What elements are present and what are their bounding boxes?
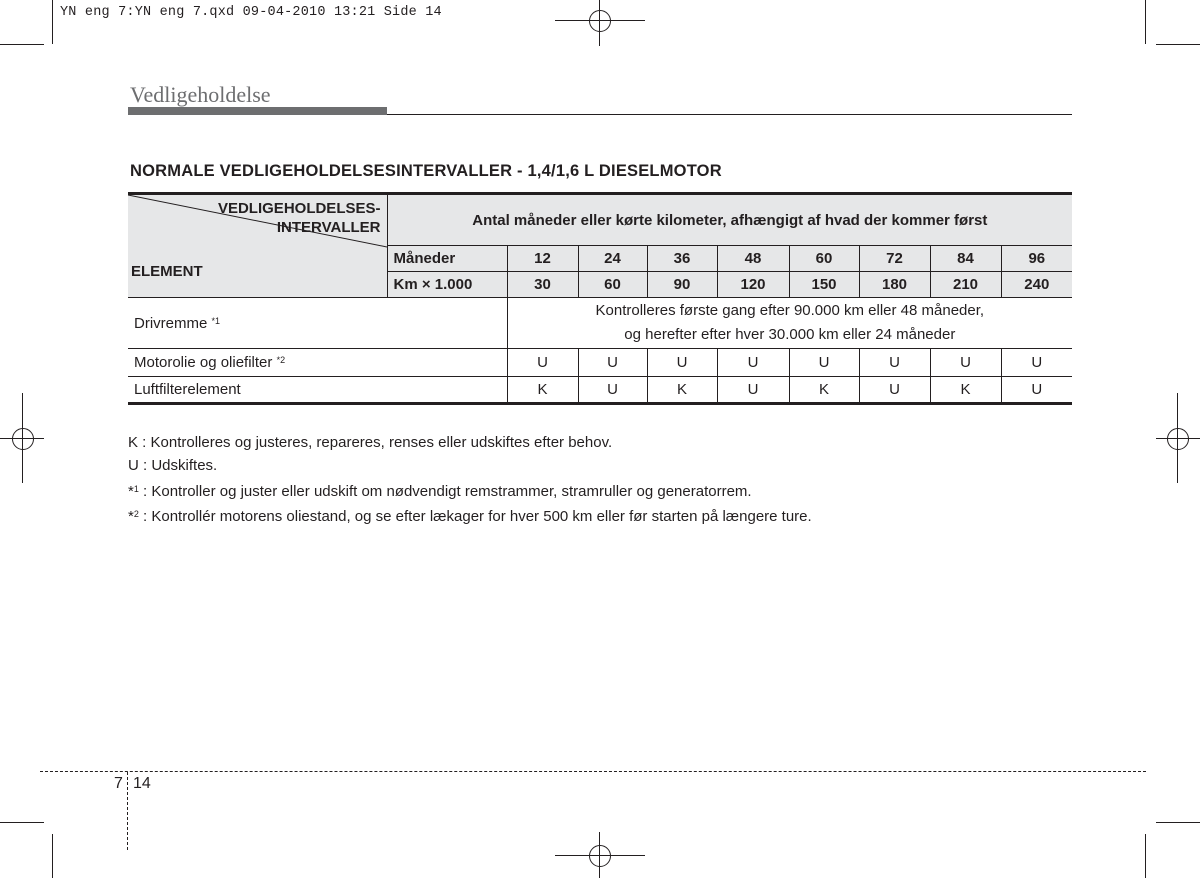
row-label xyxy=(128,349,507,377)
table-cell: K xyxy=(507,377,578,404)
row-note-line2: og herefter efter hver 30.000 km eller 24 måneder xyxy=(624,326,956,343)
months-value: 60 xyxy=(789,246,859,272)
legend-key: * xyxy=(128,482,134,500)
row-note xyxy=(507,298,1072,349)
km-value: 210 xyxy=(930,272,1001,298)
km-value: 60 xyxy=(578,272,647,298)
footnote-marker: 2 xyxy=(133,508,139,519)
crop-mark xyxy=(1145,0,1146,44)
corner-intervals-label xyxy=(181,199,381,237)
span-header: Antal måneder eller kørte kilometer, afhængigt af hvad der kommer først xyxy=(387,194,1072,246)
months-value: 36 xyxy=(647,246,717,272)
section-title-bar xyxy=(128,107,387,115)
km-value: 90 xyxy=(647,272,717,298)
row-note-line1: Kontrolleres første gang efter 90.000 km eller 48 måneder, xyxy=(595,302,985,319)
km-label: Km × 1.000 xyxy=(387,272,507,298)
table-row xyxy=(128,377,1072,404)
km-value: 150 xyxy=(789,272,859,298)
table-cell: U xyxy=(859,349,930,377)
table-cell: U xyxy=(789,349,859,377)
months-label: Måneder xyxy=(387,246,507,272)
months-value: 24 xyxy=(578,246,647,272)
table-heading: NORMALE VEDLIGEHOLDELSESINTERVALLER - 1,4/1,6 L DIESELMOTOR xyxy=(130,162,722,180)
crop-mark xyxy=(0,822,44,823)
months-value: 48 xyxy=(717,246,789,272)
table-corner-header xyxy=(128,194,387,298)
legend-key: * xyxy=(128,507,134,525)
table-cell: K xyxy=(789,377,859,404)
table-cell: U xyxy=(1031,381,1043,398)
legend-text: : Udskiftes. xyxy=(138,457,218,475)
crop-mark xyxy=(1156,822,1200,823)
table-cell: U xyxy=(859,377,930,404)
months-value: 72 xyxy=(859,246,930,272)
table-cell: U xyxy=(578,377,647,404)
row-label-text: Luftfilterelement xyxy=(134,381,241,398)
legend xyxy=(128,431,812,528)
footer-rule xyxy=(40,771,1146,772)
corner-intervals-line1: VEDLIGEHOLDELSES- xyxy=(217,200,381,217)
maintenance-table xyxy=(128,192,1072,405)
row-label-text: Drivremme xyxy=(134,314,208,332)
km-value: 240 xyxy=(1001,272,1072,298)
table-row xyxy=(128,349,1072,377)
print-slug: YN eng 7:YN eng 7.qxd 09-04-2010 13:21 Side 14 xyxy=(60,5,442,20)
months-value: 96 xyxy=(1001,246,1072,272)
crop-mark xyxy=(52,834,53,878)
table-cell: U xyxy=(930,349,1001,377)
km-value: 120 xyxy=(717,272,789,298)
table-cell: K xyxy=(647,377,717,404)
footnote-marker: *2 xyxy=(276,355,286,365)
legend-item xyxy=(128,503,812,528)
table-cell: K xyxy=(930,377,1001,404)
table-cell: U xyxy=(717,377,789,404)
legend-key: K xyxy=(128,434,139,451)
months-value: 12 xyxy=(507,246,578,272)
section-title-rule xyxy=(387,114,1072,115)
legend-text: : Kontrollér motorens oliestand, og se efter lækager for hver 500 km eller før starten på længere ture. xyxy=(138,507,812,525)
table-row xyxy=(128,298,1072,349)
table-cell: U xyxy=(578,349,647,377)
corner-element-label: ELEMENT xyxy=(131,263,203,280)
footer-separator xyxy=(127,772,128,850)
crop-mark xyxy=(52,0,53,44)
km-value: 180 xyxy=(859,272,930,298)
chapter-number: 7 xyxy=(114,775,123,792)
km-value: 30 xyxy=(507,272,578,298)
crop-mark xyxy=(0,44,44,45)
page-number: 14 xyxy=(133,775,151,792)
crop-mark xyxy=(1145,834,1146,878)
footnote-marker: 1 xyxy=(133,483,139,494)
row-label-text: Motorolie og oliefilter xyxy=(134,354,273,371)
footnote-marker: *1 xyxy=(211,315,221,326)
table-cell: U xyxy=(717,349,789,377)
row-label xyxy=(128,298,507,349)
table-cell: U xyxy=(647,349,717,377)
legend-key: U xyxy=(128,457,139,475)
legend-text: : Kontroller og juster eller udskift om nødvendigt remstrammer, stramruller og generatorrem. xyxy=(138,482,752,500)
legend-item xyxy=(128,454,812,477)
section-title: Vedligeholdelse xyxy=(130,82,271,107)
legend-text: : Kontrolleres og justeres, repareres, renses eller udskiftes efter behov. xyxy=(138,434,613,451)
corner-intervals-line2: INTERVALLER xyxy=(276,219,381,236)
row-label xyxy=(128,377,507,404)
table-cell: U xyxy=(1001,349,1072,377)
legend-item xyxy=(128,478,812,503)
legend-item xyxy=(128,431,812,454)
crop-mark xyxy=(1156,44,1200,45)
months-value: 84 xyxy=(930,246,1001,272)
table-cell: U xyxy=(507,349,578,377)
